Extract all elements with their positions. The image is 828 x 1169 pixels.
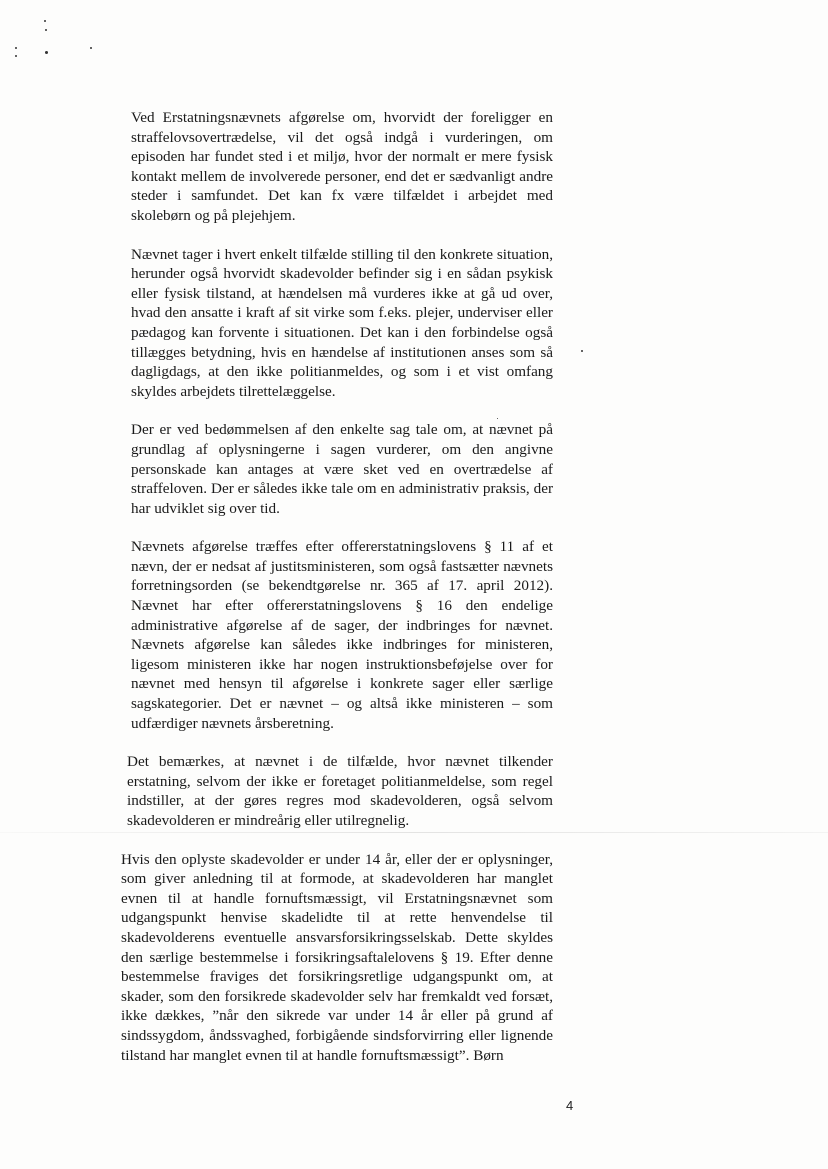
scan-speck: [45, 29, 47, 31]
paragraph: Nævnet tager i hvert enkelt tilfælde stilling til den konkrete situation, herunder også hvorvidt skadevolder befinder sig i en sådan psykisk eller fysisk tilstand, at hændelsen må vurderes ikke at gå ud over, hvad den ansatte i kraft af sit virke som f.eks. plejer, underviser eller pædagog kan forvente i situationen. Det kan i den forbindelse også tillægges betydning, hvis en hændelse af institutionen anses som så dagligdags, at den ikke politianmeldes, og som i et vist omfang skyldes arbejdets tilrettelæggelse.: [131, 245, 553, 400]
scan-speck: [15, 47, 17, 49]
scan-speck: [15, 55, 17, 57]
paragraph: Nævnets afgørelse træffes efter offererstatningslovens § 11 af et nævn, der er nedsat af justitsministeren, som også fastsætter nævnets forretningsorden (se bekendtgørelse nr. 365 af 17. april 2012). Nævnet har efter offererstatningslovens § 16 den endelige administrative afgørelse af de sager, der indbringes for nævnet. Nævnets afgørelse kan således ikke indbringes for ministeren, ligesom ministeren ikke har nogen instruktionsbeføjelse over for nævnet med hensyn til afgørelse i konkrete sager eller særlige sagskategorier. Det er nævnet – og altså ikke ministeren – som udfærdiger nævnets årsberetning.: [131, 538, 553, 732]
scan-speck: [581, 350, 583, 352]
scan-speck: [44, 20, 46, 22]
paragraph: Hvis den oplyste skadevolder er under 14 år, eller der er oplysninger, som giver anledning til at formode, at skadevolderen har manglet evnen til at handle fornuftsmæssigt, vil Erstatningsnævnet som udgangspunkt henvise skadelidte til at rette henvendelse til skadevolderens eventuelle ansvarsforsikringsselskab. Dette skyldes den særlige bestemmelse i forsikringsaftalelovens § 19. Efter denne bestemmelse fraviges det forsikringsretlige udgangspunkt om, at skader, som den forsikrede skadevolder selv har fremkaldt ved forsæt, ikke dækkes, ”når den sikrede var under 14 år eller på grund af sindssygdom, åndssvaghed, forbigående sindsforvirring eller lignende tilstand har manglet evnen til at handle fornuftsmæssigt”. Børn: [121, 850, 553, 1064]
scan-speck: [45, 51, 48, 54]
body-text: [121, 108, 553, 1084]
page-number: 4: [566, 1098, 574, 1113]
paragraph: Der er ved bedømmelsen af den enkelte sag tale om, at nævnet på grundlag af oplysningerne i sagen vurderer, om den angivne personskade kan antages at være sket ved en overtrædelse af straffeloven. Der er således ikke tale om en administrativ praksis, der har udviklet sig over tid.: [131, 421, 553, 517]
paragraph: Ved Erstatningsnævnets afgørelse om, hvorvidt der foreligger en straffelovsovertrædelse, vil det også indgå i vurderingen, om episoden har fundet sted i et miljø, hvor der normalt er mere fysisk kontakt mellem de involverede personer, end det er sædvanligt andre steder i samfundet. Det kan fx være tilfældet i arbejdet med skolebørn og på plejehjem.: [131, 109, 553, 224]
scan-speck: [90, 47, 92, 49]
paragraph: Det bemærkes, at nævnet i de tilfælde, hvor nævnet tilkender erstatning, selvom der ikke er foretaget politianmeldelse, som regel indstiller, at der gøres regres mod skadevolderen, også selvom skadevolderen er mindreårig eller utilregnelig.: [127, 753, 553, 829]
